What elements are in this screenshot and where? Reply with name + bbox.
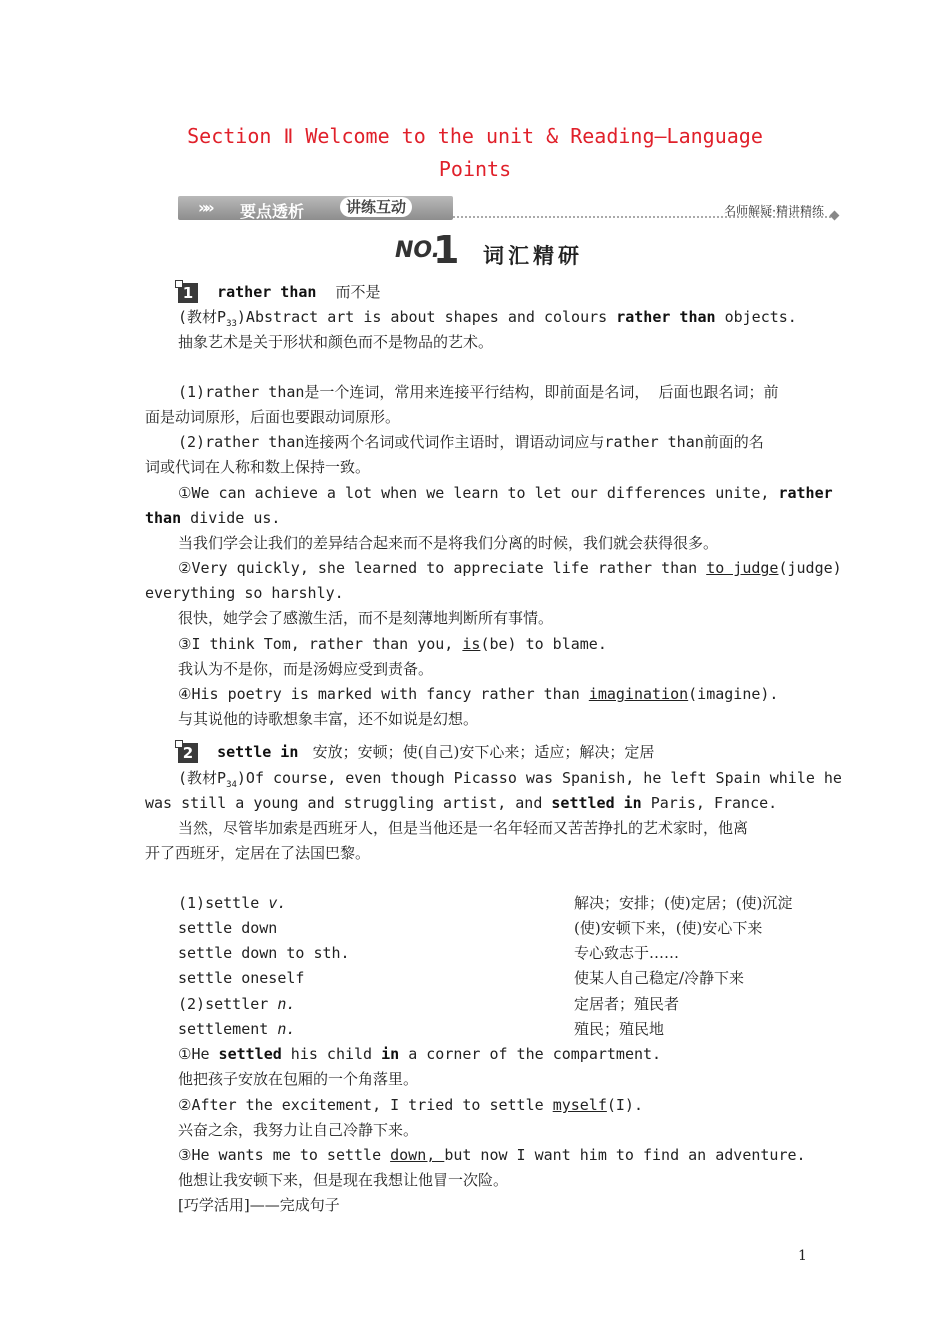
item-number-box: 1 xyxy=(178,283,198,303)
item-2-source-cn-a: 当然，尽管毕加索是西班牙人，但是当他还是一名年轻而又苦苦挣扎的艺术家时，他离 xyxy=(178,819,749,837)
item-1-example-3 xyxy=(178,633,607,655)
example-text: a corner of the compartment. xyxy=(399,1045,662,1063)
vocab-meaning: 专心致志于…… xyxy=(574,944,680,962)
example-text: but now I want him to find an adventure. xyxy=(444,1146,806,1164)
example-text: ③I think Tom, rather than you, xyxy=(178,635,463,653)
item-1-source-cn: 抽象艺术是关于形状和颜色而不是物品的艺术。 xyxy=(178,333,494,351)
item-2-example-3-cn: 他想让我安顿下来，但是现在我想让他冒一次险。 xyxy=(178,1171,509,1189)
item-1-note-2b: 词或代词在人称和数上保持一致。 xyxy=(145,458,371,476)
page-number: 1 xyxy=(798,1248,807,1264)
section-number-badge xyxy=(395,228,460,272)
example-hint: (judge) xyxy=(778,559,842,577)
example-bold: than xyxy=(145,509,182,527)
example-answer: down, xyxy=(390,1146,445,1164)
vocab-meaning: (使)安顿下来，(使)安心下来 xyxy=(574,919,763,937)
source-tail: objects. xyxy=(715,308,797,326)
item-1-example-2 xyxy=(178,557,842,579)
example-text: ③He wants me to settle xyxy=(178,1146,391,1164)
example-hint: (I). xyxy=(606,1096,643,1114)
example-answer: to judge xyxy=(706,559,779,577)
example-text: ①He xyxy=(178,1045,219,1063)
source-page: 33 xyxy=(226,319,237,329)
item-1-example-2-cn: 很快，她学会了感激生活，而不是刻薄地判断所有事情。 xyxy=(178,609,554,627)
example-text: his child xyxy=(281,1045,382,1063)
item-2-source-cn-b: 开了西班牙，定居在了法国巴黎。 xyxy=(145,844,371,862)
item-meaning: 安放；安顿；使(自己)安下心来；适应；解决；定居 xyxy=(312,743,655,761)
item-2-example-1-cn: 他把孩子安放在包厢的一个角落里。 xyxy=(178,1070,419,1088)
vocab-meaning: 定居者；殖民者 xyxy=(574,995,680,1013)
item-1-example-3-cn: 我认为不是你，而是汤姆应受到责备。 xyxy=(178,660,434,678)
example-text: ②Very quickly, she learned to appreciate life rather than xyxy=(178,559,707,577)
item-1-example-1-cont xyxy=(145,507,280,529)
double-chevron-icon: »» xyxy=(198,198,211,217)
section-label: 词汇精研 xyxy=(483,244,583,268)
vocab-term: settle oneself xyxy=(178,969,305,987)
example-hint: (be) to blame. xyxy=(480,635,607,653)
item-1-example-2-cont: everything so harshly. xyxy=(145,584,344,602)
item-2-example-1 xyxy=(178,1043,661,1065)
example-bold: rather xyxy=(778,484,833,502)
title-line-1: Section Ⅱ Welcome to the unit & Reading—Language xyxy=(187,124,763,148)
diamond-icon xyxy=(830,211,840,221)
item-1-example-4-cn: 与其说他的诗歌想象丰富，还不如说是幻想。 xyxy=(178,710,479,728)
example-text: divide us. xyxy=(181,509,281,527)
source-bold: rather than xyxy=(616,308,716,326)
source-tail: Paris, France. xyxy=(641,794,778,812)
page-title xyxy=(145,120,805,186)
vocab-meaning: 解决；安排；(使)定居；(使)沉淀 xyxy=(574,894,793,912)
source-text: was still a young and struggling artist, and xyxy=(145,794,552,812)
section-banner xyxy=(178,196,838,222)
example-text: ②After the excitement, I tried to settle xyxy=(178,1096,553,1114)
section-no-text: NO. xyxy=(395,238,440,263)
banner-pill-label: 讲练互动 xyxy=(340,197,412,217)
example-answer: myself xyxy=(552,1096,607,1114)
example-text: ④His poetry is marked with fancy rather than xyxy=(178,685,589,703)
example-answer: is xyxy=(462,635,481,653)
item-2-heading xyxy=(178,741,654,763)
banner-left-label: 要点透析 xyxy=(240,202,305,221)
item-meaning: 而不是 xyxy=(335,283,381,301)
vocab-term: settle down to sth. xyxy=(178,944,350,962)
vocab-meaning: 使某人自己稳定/冷静下来 xyxy=(574,969,745,987)
vocab-term: settlement n. xyxy=(178,1020,296,1038)
item-2-example-2 xyxy=(178,1094,643,1116)
example-bold: in xyxy=(381,1045,400,1063)
item-2-example-2-cn: 兴奋之余，我努力让自己冷静下来。 xyxy=(178,1121,419,1139)
source-text: )Of course, even though Picasso was Spanish, he left Spain while he xyxy=(236,769,842,787)
item-1-note-1a: (1)rather than是一个连词，常用来连接平行结构，即前面是名词， 后面也跟名词；前 xyxy=(178,383,779,401)
item-1-heading xyxy=(178,281,381,303)
source-prefix: (教材P xyxy=(178,308,227,326)
item-phrase: rather than xyxy=(217,283,317,301)
source-prefix: (教材P xyxy=(178,769,227,787)
item-2-source-cont xyxy=(145,792,777,814)
example-bold: settled xyxy=(218,1045,282,1063)
item-phrase: settle in xyxy=(217,743,299,761)
example-answer: imagination xyxy=(588,685,689,703)
item-1-note-1b: 面是动词原形，后面也要跟动词原形。 xyxy=(145,408,401,426)
section-no-number: 1 xyxy=(433,228,460,272)
item-1-example-1-cn: 当我们学会让我们的差异结合起来而不是将我们分离的时候，我们就会获得很多。 xyxy=(178,534,719,552)
item-2-example-3 xyxy=(178,1144,806,1166)
title-line-2: Points xyxy=(438,157,512,181)
source-text: )Abstract art is about shapes and colours xyxy=(236,308,617,326)
practice-heading: [巧学活用]——完成句子 xyxy=(178,1196,340,1214)
source-page: 34 xyxy=(226,780,237,790)
item-1-example-4 xyxy=(178,683,778,705)
vocab-term: (1)settle v. xyxy=(178,894,287,912)
item-number-box: 2 xyxy=(178,743,198,763)
vocab-meaning: 殖民；殖民地 xyxy=(574,1020,665,1038)
item-1-note-2a: (2)rather than连接两个名词或代词作主语时，谓语动词应与rather than前面的名 xyxy=(178,433,764,451)
example-hint: (imagine). xyxy=(688,685,779,703)
banner-bar xyxy=(178,196,453,220)
vocab-term: (2)settler n. xyxy=(178,995,296,1013)
vocab-term: settle down xyxy=(178,919,278,937)
banner-right-label: 名师解疑·精讲精练 xyxy=(724,204,824,218)
example-text: ①We can achieve a lot when we learn to let our differences unite, xyxy=(178,484,779,502)
source-bold: settled in xyxy=(551,794,642,812)
item-1-example-1 xyxy=(178,482,833,504)
